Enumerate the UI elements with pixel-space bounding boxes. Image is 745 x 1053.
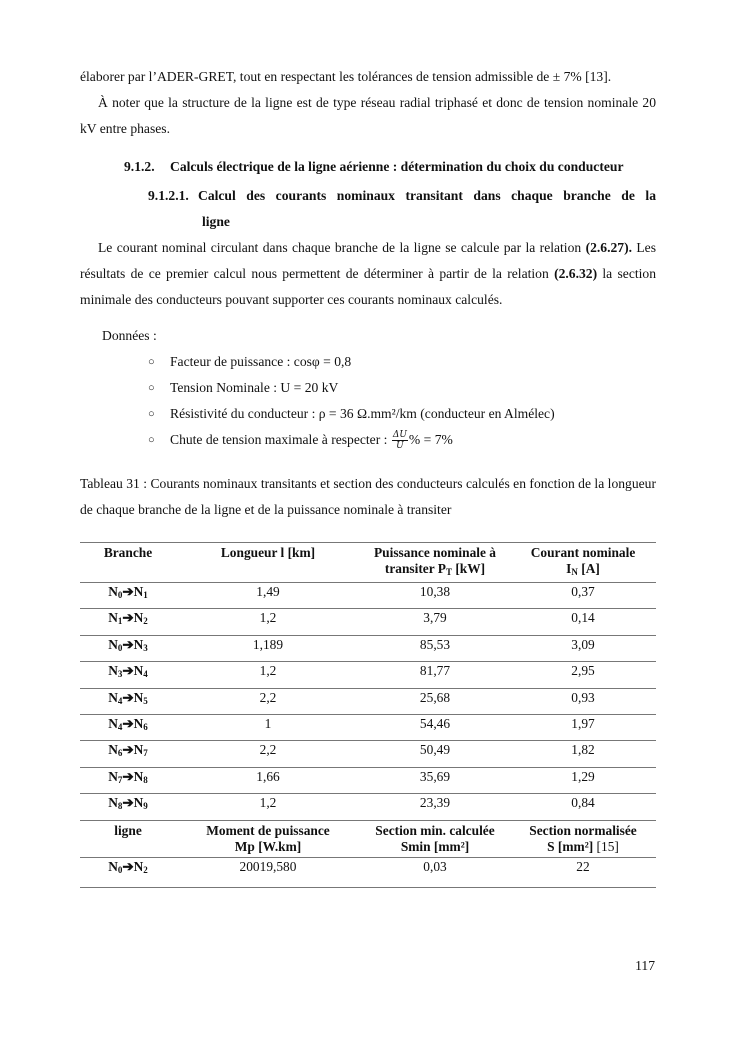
section-heading-9-1-2-1 xyxy=(80,183,656,235)
list-item-text: Résistivité du conducteur : ρ = 36 Ω.mm²/km (conducteur en Almélec) xyxy=(170,406,555,421)
para3-text-b: Les résultats de ce premier calcul nous permettent de déterminer à partir de la relation xyxy=(80,240,657,281)
list-item xyxy=(148,401,656,427)
cell-courant: 0,37 xyxy=(571,584,595,599)
subsection-number: 9.1.2.1. xyxy=(148,188,189,203)
cell-puissance: 54,46 xyxy=(419,715,451,731)
arrow-right-icon: ➔ xyxy=(122,610,134,626)
subsection-title-line2: ligne xyxy=(202,214,230,229)
donnees-list xyxy=(80,349,656,453)
list-item-text: Tension Nominale : U = 20 kV xyxy=(170,380,339,395)
cell-puissance: 10,38 xyxy=(419,584,451,599)
fraction-denominator: U xyxy=(396,441,404,452)
cell-branche: $N_4➔N_6$ xyxy=(108,715,148,732)
table-row xyxy=(80,662,656,688)
section-number: 9.1.2. xyxy=(124,159,155,174)
page-number: 117 xyxy=(635,958,655,973)
cell-puissance: 23,39 xyxy=(419,795,451,811)
table-row xyxy=(80,583,656,609)
cell-puissance: 35,69 xyxy=(419,768,451,784)
cell-courant: 2,95 xyxy=(571,663,595,679)
arrow-right-icon: ➔ xyxy=(122,689,134,705)
table-row xyxy=(80,767,656,793)
list-item-text: Chute de tension maximale à respecter : xyxy=(170,432,391,447)
cell-longueur: 2,2 xyxy=(259,742,277,758)
list-item xyxy=(148,375,656,401)
subheader-section-min: Section min. calculée Smin [mm²] xyxy=(375,822,495,854)
paragraph-2: À noter que la structure de la ligne est de type réseau radial triphasé et donc de tension nominale 20 kV entre phases. xyxy=(80,95,656,136)
cell-courant: 0,14 xyxy=(571,610,595,626)
arrow-right-icon: ➔ xyxy=(122,858,134,874)
list-item xyxy=(148,349,656,375)
cell-branche: $N_3➔N_4$ xyxy=(108,663,148,680)
arrow-right-icon: ➔ xyxy=(122,636,134,652)
table-row xyxy=(80,609,656,635)
para3-text-c: la section minimale des conducteurs pouvant supporter ces courants nominaux calculés. xyxy=(80,266,656,307)
cell-courant: 0,84 xyxy=(571,795,595,811)
section-title: Calculs électrique de la ligne aérienne : détermination du choix du conducteur xyxy=(170,159,624,174)
arrow-right-icon: ➔ xyxy=(122,584,134,599)
table-row-final xyxy=(80,857,656,887)
cell-courant: 1,97 xyxy=(571,715,595,731)
cell-longueur: 1,2 xyxy=(259,610,277,626)
subheader-ligne: ligne xyxy=(114,822,142,838)
document-page xyxy=(80,64,656,888)
subheader-moment: Moment de puissance Mp [W.km] xyxy=(206,822,330,854)
table-row xyxy=(80,794,656,820)
arrow-right-icon: ➔ xyxy=(122,715,134,731)
cell-courant: 0,93 xyxy=(571,689,595,705)
cell-section-norm: 22 xyxy=(576,858,590,874)
header-longueur: Longueur l [km] xyxy=(220,545,316,560)
cell-longueur: 1,49 xyxy=(256,584,280,599)
cell-branche: $N_7➔N_8$ xyxy=(108,768,148,785)
cell-branche: $N_0➔N_1$ xyxy=(108,584,148,600)
cell-section-min: 0,03 xyxy=(423,858,447,874)
cell-longueur: 1,66 xyxy=(256,768,280,784)
table-row xyxy=(80,635,656,661)
cell-courant: 3,09 xyxy=(571,636,595,652)
cell-ligne: $N_0➔N_2$ xyxy=(108,858,148,875)
arrow-right-icon: ➔ xyxy=(122,795,134,811)
subsection-title-line1: Calcul des courants nominaux transitant dans chaque branche de la xyxy=(198,188,656,203)
cell-moment: 20019,580 xyxy=(239,858,297,874)
list-item-suffix: % = 7% xyxy=(408,432,453,447)
cell-branche: $N_1➔N_2$ xyxy=(108,610,148,627)
cell-puissance: 25,68 xyxy=(419,689,451,705)
cell-longueur: 1,2 xyxy=(259,663,277,679)
table-row xyxy=(80,741,656,767)
table-header-row xyxy=(80,543,656,583)
arrow-right-icon: ➔ xyxy=(122,768,134,784)
list-item xyxy=(148,427,656,453)
currents-table xyxy=(80,542,656,888)
cell-longueur: 1,189 xyxy=(252,636,284,652)
cell-courant: 1,82 xyxy=(571,742,595,758)
header-courant: Courant nominale $I_N$ [A] xyxy=(530,545,636,577)
circle-bullet-icon: ○ xyxy=(148,408,155,420)
table-row xyxy=(80,688,656,714)
paragraph-3 xyxy=(80,235,656,313)
para3-text-a: Le courant nominal circulant dans chaque branche de la ligne se calcule par la relation xyxy=(98,240,586,255)
header-branche: Branche xyxy=(103,545,153,560)
circle-bullet-icon: ○ xyxy=(148,356,155,368)
list-item-text: Facteur de puissance : cosφ = 0,8 xyxy=(170,354,352,369)
fraction-numerator: ΔU xyxy=(392,430,407,441)
table-subheader-row xyxy=(80,820,656,857)
table-row xyxy=(80,714,656,740)
cell-puissance: 50,49 xyxy=(419,742,451,758)
circle-bullet-icon: ○ xyxy=(148,382,155,394)
cell-longueur: 1 xyxy=(264,715,272,731)
cell-puissance: 85,53 xyxy=(419,636,451,652)
cell-puissance: 81,77 xyxy=(419,663,451,679)
arrow-right-icon: ➔ xyxy=(122,663,134,679)
cell-longueur: 1,2 xyxy=(259,795,277,811)
arrow-right-icon: ➔ xyxy=(122,742,134,758)
equation-ref-2-6-32: (2.6.32) xyxy=(554,266,598,281)
paragraph-1: élaborer par l’ADER-GRET, tout en respectant les tolérances de tension admissible de ± 7% [13]. xyxy=(80,69,612,84)
table-caption: Tableau 31 : Courants nominaux transitants et section des conducteurs calculés en fonction de la longueur de chaque branche de la ligne et de la puissance nominale à transiter xyxy=(80,476,656,517)
donnees-label: Données : xyxy=(102,328,157,343)
cell-branche: $N_0➔N_3$ xyxy=(108,636,148,653)
circle-bullet-icon: ○ xyxy=(148,434,155,446)
fraction-delta-u-over-u xyxy=(392,430,408,451)
cell-branche: $N_4➔N_5$ xyxy=(108,689,148,706)
cell-longueur: 2,2 xyxy=(259,689,277,705)
cell-puissance: 3,79 xyxy=(423,610,447,626)
cell-courant: 1,29 xyxy=(571,768,595,784)
header-puissance: Puissance nominale à transiter $P_T$ [kW] xyxy=(373,545,496,577)
cell-branche: $N_6➔N_7$ xyxy=(108,742,148,759)
section-heading-9-1-2 xyxy=(80,154,656,180)
cell-branche: $N_8➔N_9$ xyxy=(108,795,148,812)
equation-ref-2-6-27: (2.6.27). xyxy=(585,240,632,255)
subheader-section-norm: Section normalisée S [mm²] [15] xyxy=(529,822,637,854)
